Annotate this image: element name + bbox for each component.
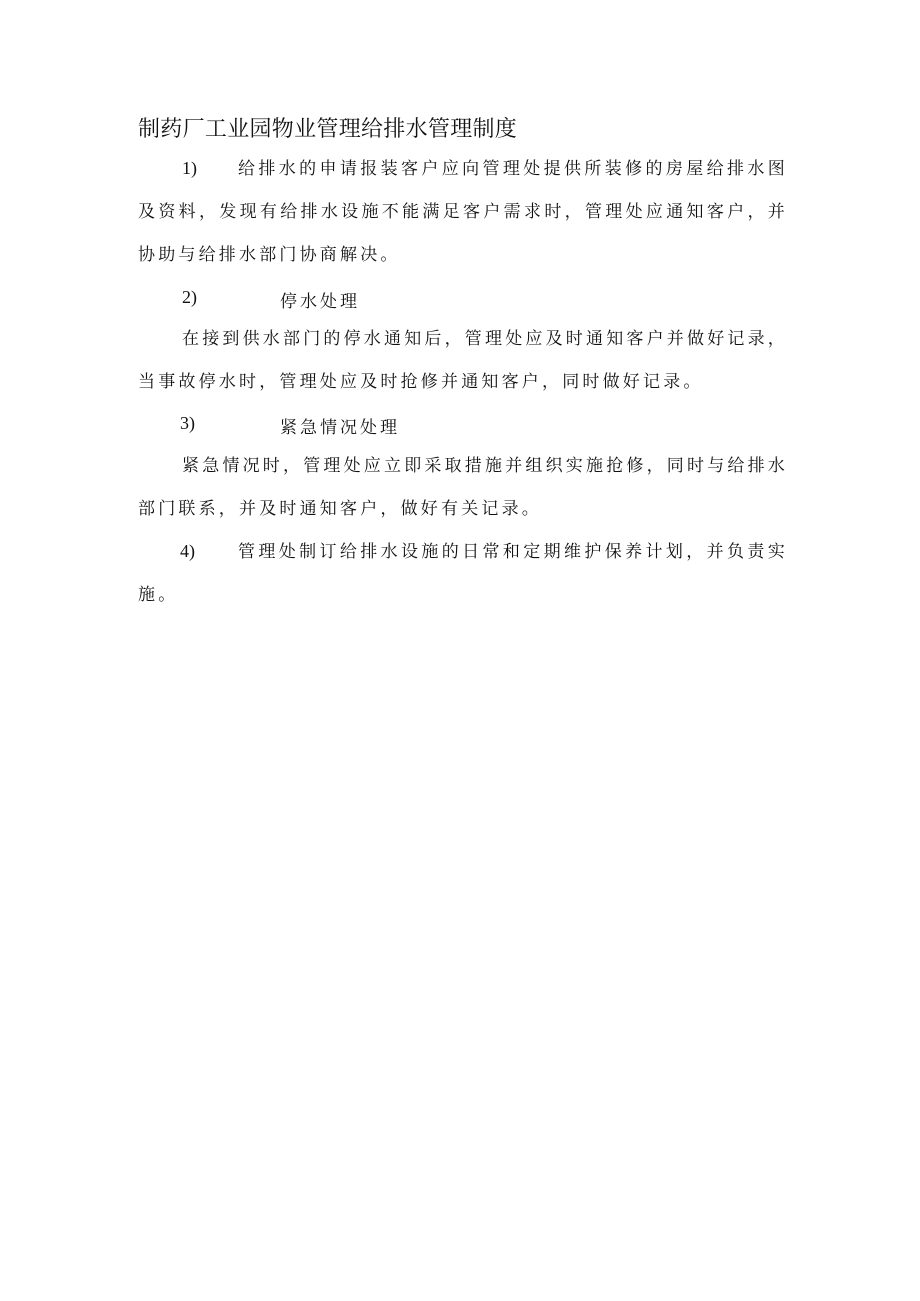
item-2-heading: 停水处理 (280, 292, 360, 312)
item-2-body: 在接到供水部门的停水通知后，管理处应及时通知客户并做好记录，当事故停水时，管理处应及时抢修并通知客户，同时做好记录。 (138, 329, 788, 392)
item-3-body: 紧急情况时，管理处应立即采取措施并组织实施抢修，同时与给排水部门联系，并及时通知客户，做好有关记录。 (138, 456, 788, 519)
document-title: 制药厂工业园物业管理给排水管理制度 (138, 117, 518, 142)
item-4-text: 管理处制订给排水设施的日常和定期维护保养计划，并负责实施。 (138, 542, 788, 605)
item-3-heading: 紧急情况处理 (280, 418, 400, 438)
item-2-number: 2) (182, 287, 197, 307)
item-1-number: 1) (182, 158, 197, 178)
item-1-text: 给排水的申请报装客户应向管理处提供所装修的房屋给排水图及资料，发现有给排水设施不能满足客户需求时，管理处应通知客户，并协助与给排水部门协商解决。 (138, 159, 788, 265)
item-4-number: 4) (180, 541, 195, 561)
item-3-number: 3) (180, 413, 195, 433)
